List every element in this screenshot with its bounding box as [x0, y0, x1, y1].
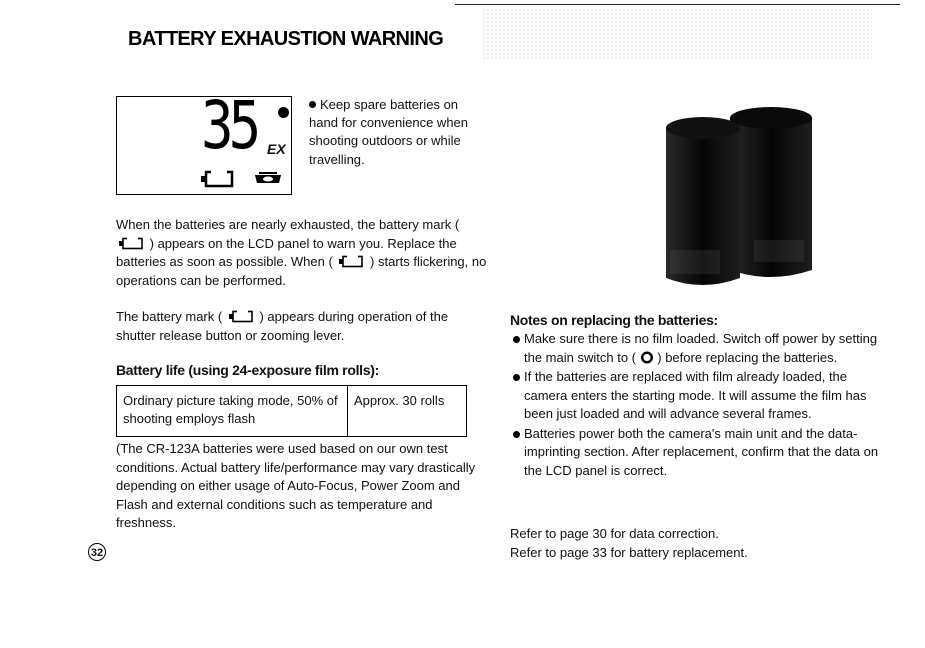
lcd-panel-illustration — [116, 87, 292, 195]
bullet-dot — [513, 431, 520, 438]
spare-batteries-text: Keep spare batteries on hand for convenience when shooting outdoors or while travelling. — [309, 97, 469, 167]
list-item — [510, 425, 888, 481]
reference-data-correction: Refer to page 30 for data correction. — [510, 526, 719, 541]
battery-life-table — [116, 385, 467, 437]
battery-warning-paragraph — [116, 216, 491, 290]
camera-mark-icon — [253, 171, 283, 187]
bullet-dot — [513, 374, 520, 381]
note3-text: Batteries power both the camera's main unit and the data-imprinting section. After replacement, confirm that the data on the LCD panel is correct. — [524, 425, 879, 478]
lcd-ex-label: EX — [267, 141, 286, 157]
battery-life-heading: Battery life (using 24-exposure film rolls): — [116, 362, 379, 378]
notes-heading: Notes on replacing the batteries: — [510, 312, 718, 328]
lcd-frame-counter: 35 — [201, 87, 257, 164]
notes-list — [510, 330, 888, 481]
battery-life-value: Approx. 30 rolls — [348, 386, 467, 437]
battery-mark-icon — [338, 255, 364, 268]
list-item — [510, 368, 888, 424]
bullet-dot — [513, 336, 520, 343]
page-title: BATTERY EXHAUSTION WARNING — [128, 28, 444, 50]
note2-text: If the batteries are replaced with film already loaded, the camera enters the starting mode. It will assume the film has been just loaded and will advance several frames. — [524, 369, 867, 421]
page-number: 32 — [88, 543, 106, 561]
p1-text-a: When the batteries are nearly exhausted, the battery mark ( — [116, 217, 460, 232]
battery-mark-icon — [201, 170, 235, 188]
page-references — [510, 524, 748, 562]
battery-mark-icon — [228, 310, 254, 323]
off-circle-icon — [640, 351, 654, 364]
battery-mark-icon — [118, 237, 144, 250]
battery-life-condition: Ordinary picture taking mode, 50% of shooting employs flash — [117, 386, 348, 437]
reference-battery-replacement: Refer to page 33 for battery replacement. — [510, 545, 748, 560]
note1-text-b: ) before replacing the batteries. — [657, 349, 838, 365]
bullet-dot — [309, 101, 316, 108]
p1-text-b: ) appears on the LCD panel to warn you. Replace the batteries as soon as possible. When ( — [116, 235, 457, 269]
spare-batteries-bullet — [309, 96, 484, 169]
p1-text-c: ) starts flickering, no operations can be performed. — [116, 254, 487, 288]
scan-texture — [482, 8, 872, 60]
battery-mark-paragraph — [116, 308, 491, 345]
top-rule — [455, 4, 900, 5]
p2-text-a: The battery mark ( — [116, 309, 223, 324]
list-item — [510, 330, 888, 367]
table-row — [117, 386, 467, 437]
test-conditions-paragraph: (The CR-123A batteries were used based on our own test conditions. Actual battery life/performance may vary drastically depending on either usage of Auto-Focus, Power Zoom and Flash and external conditions such as temperature and freshness. — [116, 441, 476, 530]
batteries-illustration — [664, 100, 814, 286]
lcd-indicator-dot — [278, 107, 289, 118]
p2-text-b: ) appears during operation of the shutter release button or zooming lever. — [116, 309, 449, 343]
note1-text-a: Make sure there is no film loaded. Switch off power by setting the main switch to ( — [524, 331, 878, 365]
